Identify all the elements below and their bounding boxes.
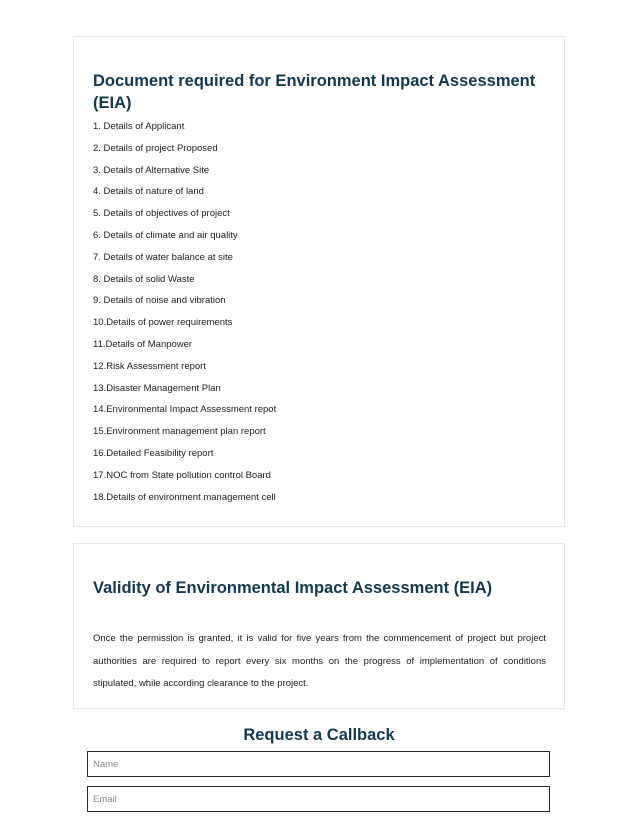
validity-body: Once the permission is granted, it is valid for five years from the commencement of project but project authorities are required to report every six months on the progress of implementation of conditions stipulated, while according clearance to the project.: [93, 633, 546, 689]
document-list-item: 9. Details of noise and vibration: [93, 295, 226, 307]
document-list-item: 3. Details of Alternative Site: [93, 164, 210, 176]
documents-card: [73, 36, 565, 527]
email-input[interactable]: [87, 786, 550, 812]
validity-card: [73, 543, 565, 709]
document-list-item: 5. Details of objectives of project: [93, 208, 230, 220]
document-list-item: 12.Risk Assessment report: [93, 360, 206, 372]
document-list-item: 16.Detailed Feasibility report: [93, 447, 214, 459]
document-list-item: 14.Environmental Impact Assessment repot: [93, 404, 277, 416]
document-list-item: 7. Details of water balance at site: [93, 251, 233, 263]
name-input[interactable]: [87, 751, 550, 777]
document-list-item: 1. Details of Applicant: [93, 121, 185, 132]
documents-title: Document required for Environment Impact Assessment (EIA): [93, 72, 536, 112]
document-list-item: 10.Details of power requirements: [93, 317, 233, 329]
document-list-item: 18.Details of environment management cell: [93, 491, 276, 503]
document-list-item: 2. Details of project Proposed: [93, 142, 218, 154]
document-list-item: 17.NOC from State pollution control Board: [93, 469, 271, 481]
documents-list: [93, 120, 276, 512]
callback-title: Request a Callback: [243, 726, 395, 744]
document-list-item: 15.Environment management plan report: [93, 426, 266, 438]
document-list-item: 11.Details of Manpower: [93, 338, 193, 350]
document-list-item: 4. Details of nature of land: [93, 186, 204, 198]
document-list-item: 13.Disaster Management Plan: [93, 382, 221, 394]
document-list-item: 8. Details of solid Waste: [93, 273, 195, 285]
validity-title: Validity of Environmental Impact Assessment (EIA): [93, 579, 493, 597]
document-list-item: 6. Details of climate and air quality: [93, 229, 238, 241]
